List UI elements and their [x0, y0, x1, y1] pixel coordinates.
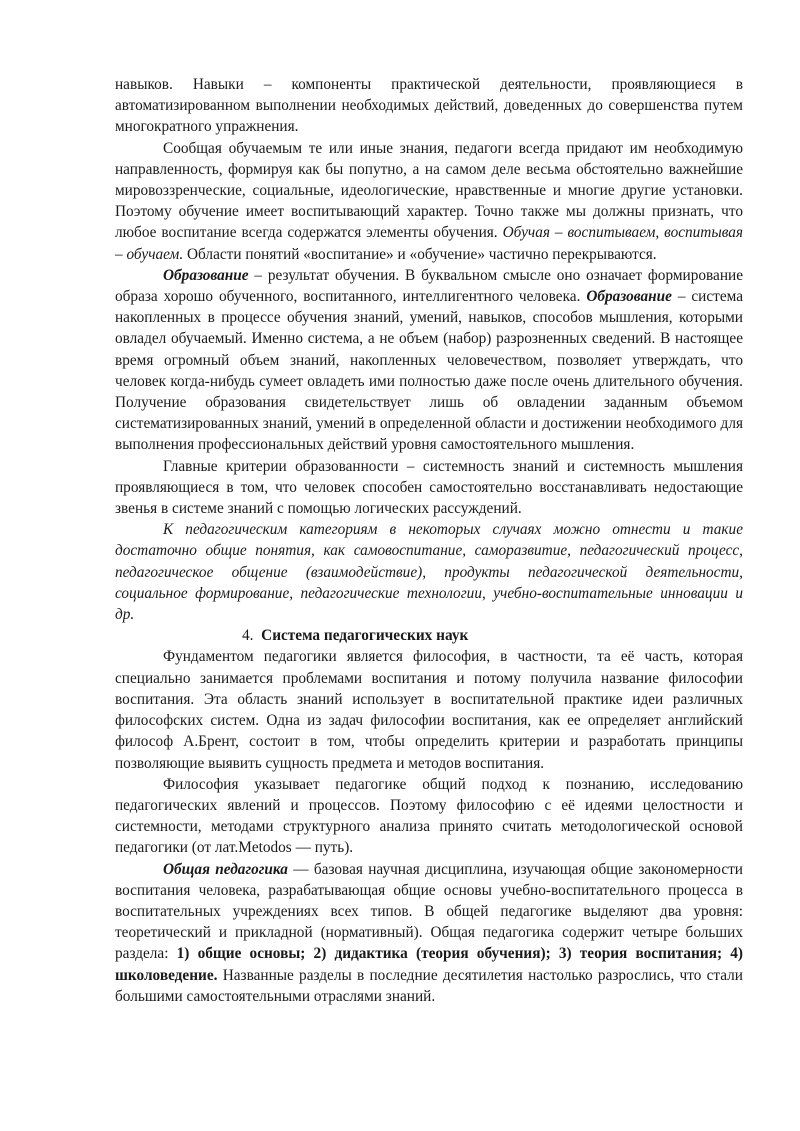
paragraph-philosophy-foundation: Фундаментом педагогики является философия, в частности, та её часть, которая специально занимается проблемами воспитания и потому получила название философии воспитания. Эта область знаний использует в воспитательной практике идеи различных философских систем. Одна из задач философии воспитания, как ее определяет английский философ А.Брент, состоит в том, чтобы определить критерии и разработать принципы позволяющие выявить сущность предмета и методов воспитания. — [115, 648, 743, 772]
section-number: 4. — [242, 627, 254, 645]
italic-phrase: Обучая – воспитываем, воспитывая – обучаем. — [115, 224, 744, 263]
sections-list: 1) общие основы; 2) дидактика (теория обучения); 3) теория воспитания; 4) школоведение. — [115, 945, 743, 984]
section-title: Система педагогических наук — [261, 627, 469, 645]
paragraph-teaching-upbringing — [115, 138, 743, 265]
term-education: Образование — [163, 266, 249, 284]
paragraph-text: — базовая научная дисциплина, изучающая общие закономерности воспитания человека, разрабатывающая общие основы учебно-воспитательного процесса в воспитательных учреждениях всех типов. В общей педагогике выделяют два уровня: теоретический и прикладной (нормативный). Общая педагогика содержит четыре больших раздела: — [115, 860, 743, 963]
term-general-pedagogy: Общая педагогика — [163, 860, 288, 878]
section-heading — [115, 625, 743, 646]
paragraph-criteria: Главные критерии образованности – системность знаний и системность мышления проявляющиеся в том, что человек способен самостоятельно восстанавливать недостающие звенья в системе знаний с помощью логических рассуждений. — [115, 457, 743, 518]
paragraph-education — [115, 265, 743, 456]
paragraph-text: Названные разделы в последние десятилетия настолько разрослись, что стали большими самостоятельными отраслями знаний. — [115, 966, 743, 1005]
paragraph-text: – система накопленных в процессе обучения знаний, умений, навыков, способов мышления, которыми овладел обучаемый. Именно система, а не объем (набор) разрозненных сведений. В настоящее время огромный объем знаний, накопленных человечеством, позволяет утверждать, что человек когда-нибудь сумеет овладеть ими полностью даже после очень длительного обучения. Получение образования свидетельствует лишь об овладении заданным объемом систематизированных знаний, умений в определенной области и достижении необходимого для выполнения профессиональных действий уровня самостоятельного мышления. — [115, 288, 743, 454]
paragraph-text: Области понятий «воспитание» и «обучение» частично перекрываются. — [183, 245, 657, 263]
paragraph-philosophy-methodology: Философия указывает педагогике общий подход к познанию, исследованию педагогических явлений и процессов. Поэтому философию с её идеями целостности и системности, методами структурного анализа принято считать методологической основой педагогики (от лат.Metodos — путь). — [115, 775, 743, 857]
paragraph-text: Сообщая обучаемым те или иные знания, педагоги всегда придают им необходимую направленность, формируя как бы попутно, а на самом деле весьма обстоятельно важнейшие мировоззренческие, социальные, идеологические, нравственные и многие другие установки. Поэтому обучение имеет воспитывающий характер. Точно также мы должны признать, что любое воспитание всегда содержатся элементы обучения. — [115, 139, 743, 242]
paragraph-general-pedagogy — [115, 859, 743, 1007]
paragraph-text: – результат обучения. В буквальном смысле оно означает формирование образа хорошо обученного, воспитанного, интеллигентного человека. — [115, 266, 743, 306]
paragraph-categories: К педагогическим категориям в некоторых случаях можно отнести и такие достаточно общие понятия, как самовоспитание, саморазвитие, педагогический процесс, педагогическое общение (взаимодействие), продукты педагогической деятельности, социальное формирование, педагогические технологии, учебно-воспитательные инновации и др. — [115, 521, 743, 624]
paragraph-skills: навыков. Навыки – компоненты практической деятельности, проявляющиеся в автоматизированном выполнении необходимых действий, доведенных до совершенства путем многократного упражнения. — [115, 76, 743, 136]
term-education: Образование — [586, 288, 672, 306]
